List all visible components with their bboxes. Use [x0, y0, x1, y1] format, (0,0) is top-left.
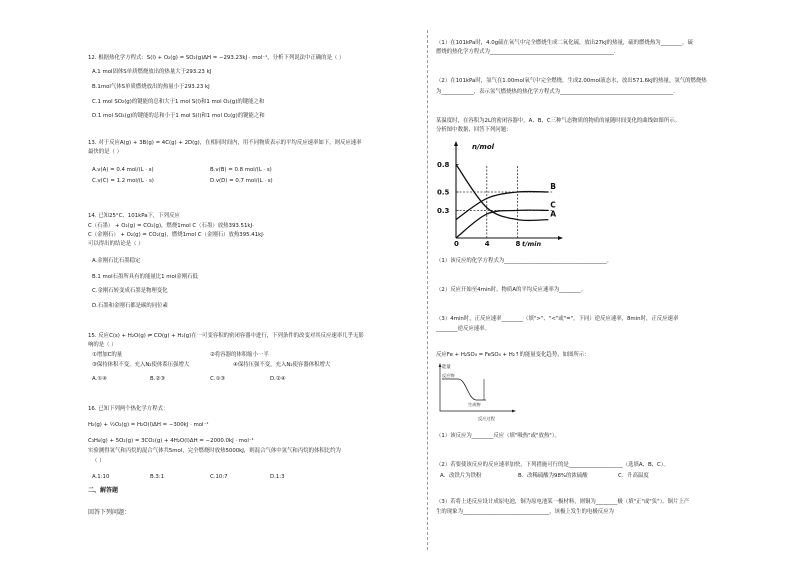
- reactants-label: 反应物: [442, 373, 455, 378]
- r4-q2: （2）反应开始至4min时，物质A的平均反应速率为________。: [436, 287, 587, 293]
- q14-option-a: A.金刚石比石墨稳定: [92, 258, 141, 264]
- y-axis-label: n/mol: [472, 143, 495, 151]
- q13-option-c: C.v(C) = 1.2 mol/(L · s): [92, 178, 154, 184]
- q12-option-a: A.1 mol固体S单质燃烧放出的热量大于293.23 kJ: [92, 69, 212, 75]
- left-column: [88, 0, 418, 562]
- r4-q1: （1）该反应的化学方程式为______________________________________。: [436, 258, 612, 264]
- right-column: [436, 0, 776, 562]
- r6-option-c: C．升高温度: [618, 473, 649, 479]
- q16-stem: 16. 已知下列两个热化学方程式：: [88, 406, 169, 412]
- y-tick-label: 0.3: [437, 206, 450, 215]
- r6-option-b: B．改稀硫酸为98%的浓硫酸: [518, 473, 588, 479]
- energy-diagram: [438, 362, 518, 424]
- r5-line-1: 反应Fe + H₂SO₄ = FeSO₄ + H₂↑的能量变化趋势，如图所示：: [436, 352, 590, 358]
- section-heading-answer: 二、解答题: [88, 487, 119, 494]
- x-axis-label: t/min: [522, 240, 542, 248]
- series-label-b: B: [550, 182, 557, 191]
- y-tick-label: 0.5: [437, 188, 450, 197]
- series-label-a: A: [550, 209, 557, 219]
- q15-option-c: C.①③: [210, 376, 226, 382]
- q16-option-d: D.1:3: [270, 474, 285, 480]
- x-tick-label: 4: [484, 240, 490, 248]
- energy-axis-arrow-y: [439, 363, 442, 367]
- r6-q1: （1）该反应为________反应（填"吸热"或"放热"）。: [436, 433, 560, 439]
- r3-line-2: 分析图中数据，回答下列问题：: [436, 127, 512, 133]
- r6-q3-line-1: （3）若将上述反应设计成原电池，铜为原电池某一极材料，则铜为________极（填"正"或"负"）。铜片上产: [436, 499, 690, 505]
- x-axis-arrow: [558, 236, 563, 240]
- r1-line-2: 燃烧的热化学方程式为______________________________________________.: [436, 49, 616, 55]
- r3-line-1: 某温度时，在容积为2L的密闭容器中，A、B、C三种气态物质的物质的量随时间变化的曲线如图所示。: [436, 118, 680, 124]
- moles-vs-time-chart: [436, 138, 566, 248]
- r2-line-2: 为____________，表示氢气燃烧热的热化学方程式为__________________________________________.: [436, 89, 675, 95]
- q16-option-a: A.1:10: [92, 474, 110, 480]
- q15-option-a: A.①④: [92, 376, 107, 382]
- q16-option-b: B.3:1: [150, 474, 165, 480]
- products-label: 生成物: [468, 402, 481, 407]
- energy-axis-y-label: 能量: [442, 365, 451, 370]
- q15-condition-2: ②将容器的体积缩小一半: [210, 352, 269, 358]
- energy-curve: [442, 379, 486, 400]
- series-line-c: [456, 210, 548, 238]
- q13-stem-2: 最快的是（ ）: [88, 149, 123, 155]
- q12-option-b: B.1mol气体S单质燃烧放出的热量小于293.23 kJ: [92, 84, 210, 90]
- q14-option-c: C.金刚石转变成石墨是物理变化: [92, 288, 168, 294]
- q14-option-b: B.1 mol石墨所具有的能量比1 mol金刚石低: [92, 274, 198, 280]
- q14-conclusion-prompt: 可以得出的结论是（ ）: [88, 241, 144, 247]
- r6-q2: （2）若要使该反应的反应速率加快，下列措施可行的是____________________（选填A、B、C）。: [436, 462, 669, 468]
- q13-option-d: D.v(D) = 0.7 mol/(L · s): [210, 178, 273, 184]
- answer-prompt: 回答下列问题：: [88, 509, 131, 516]
- q12-stem: 12. 根据热化学方程式：S(l) + O₂(g) = SO₂(g)ΔH = −293.23kJ · mol⁻¹，分析下列说法中正确的是（ ）: [88, 55, 345, 61]
- q16-equation-2: C₃H₈(g) + 5O₂(g) = 3CO₂(g) + 4H₂O(l)ΔH = −2000.0kJ · mol⁻¹: [88, 438, 254, 444]
- r4-q3-line-1: （3）4min时，正反应速率________（填">"、"<"或"="，下同）逆反应速率，8min时，正反应速率: [436, 316, 679, 322]
- q14-option-d: D.石墨和金刚石都是碳的同位素: [92, 303, 168, 309]
- y-tick-label: 0.8: [437, 160, 450, 169]
- r6-option-a: A．改铁片为铁粉: [440, 473, 482, 479]
- q16-statement: 实验测得氢气和丙烷的混合气体共5mol，完全燃烧时放热5000kJ，则混合气体中氢气和丙烷的体积比约为: [88, 448, 341, 454]
- r4-q3-line-2: ________逆反应速率。: [436, 326, 490, 332]
- r2-line-1: （2）在101kPa时，氢气在1.00mol氧气中完全燃烧，生成2.00mol液态水，放出571.6kJ的热量，氢气的燃烧热: [436, 78, 707, 84]
- column-divider: [427, 30, 428, 550]
- x-tick-label: 0: [454, 240, 459, 248]
- series-line-b: [456, 192, 548, 220]
- q13-option-a: A.v(A) = 0.4 mol/(L · s): [92, 167, 154, 173]
- energy-axis-arrow-x: [512, 410, 516, 413]
- q15-condition-4: ④保持压强不变，充入N₂使容器体积增大: [233, 362, 331, 368]
- r6-q3-line-2: 生的现象为________________________________，该极上发生的电极反应为: [436, 509, 614, 515]
- q12-option-d: D.1 mol SO₂(g)的键能的总和小于1 mol S(l)和1 mol O₂(g)的键能之和: [92, 113, 265, 119]
- r1-line-1: （1）在101kPa时，4.0g硫在氧气中完全燃烧生成二氧化硫，放出27kJ的热量，硫的燃烧热为________，硫: [436, 40, 693, 46]
- x-tick-label: 8: [515, 240, 521, 248]
- q14-stem: 14. 已知25°C、101kPa下，下列反应: [88, 213, 180, 219]
- y-axis-arrow: [454, 141, 458, 146]
- q15-stem: 15. 反应C(s) + H₂O(g) ⇌ CO(g) + H₂(g)在一可变容积的密闭容器中进行，下列条件的改变对其反应速率几乎无影: [88, 333, 364, 339]
- q16-option-c: C.10:7: [210, 474, 228, 480]
- q14-reaction-graphite: C（石墨） + O₂(g) = CO₂(g)，燃烧1mol C（石墨）放热393.51kJ·: [88, 223, 254, 229]
- q15-condition-3: ③保持体积不变，充入N₂使体系压强增大: [92, 362, 190, 368]
- q13-stem: 13. 对于反应A(g) + 3B(g) = 4C(g) + 2D(g)，在相同时间内，用不同物质表示的平均反应速率如下，则反应速率: [88, 140, 362, 146]
- q12-option-c: C.1 mol SO₂(g)的键能的总和大于1 mol S(l)和1 mol O₂(g)的键能之和: [92, 99, 265, 105]
- q16-equation-1: H₂(g) + ½O₂(g) = H₂O(l)ΔH = −300kJ · mol⁻¹: [88, 422, 209, 428]
- q15-condition-1: ①增加C的量: [92, 352, 123, 358]
- q16-bracket: （ ）: [92, 458, 105, 464]
- q15-stem-2: 响的是（ ）: [88, 342, 117, 348]
- energy-axis-x-label: 反应过程: [478, 416, 495, 421]
- q15-option-d: D.②④: [270, 376, 286, 382]
- q14-reaction-diamond: C（金刚石） + O₂(g) = CO₂(g)，燃烧1mol C（金刚石）放热395.41kJ·: [88, 232, 265, 238]
- series-line-a: [456, 164, 548, 220]
- series-label-c: C: [550, 200, 556, 210]
- q13-option-b: B.v(B) = 0.8 mol/(L · s): [210, 167, 272, 173]
- q15-option-b: B.②③: [150, 376, 166, 382]
